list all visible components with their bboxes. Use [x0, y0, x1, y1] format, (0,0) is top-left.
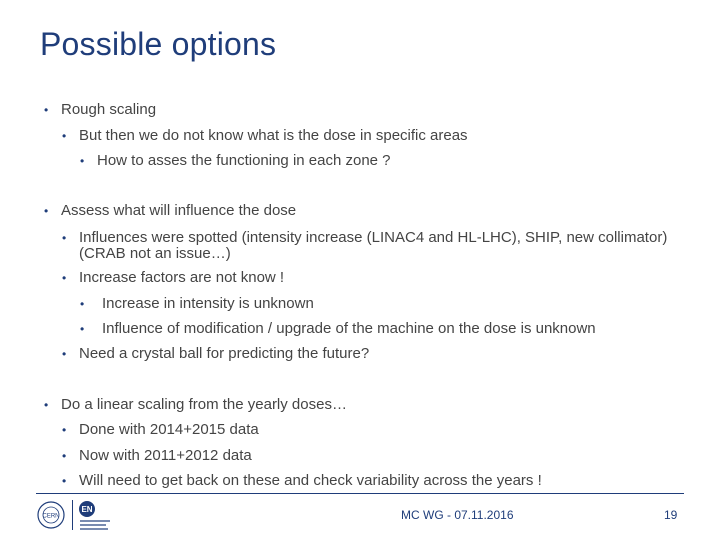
- footer-center-text: MC WG - 07.11.2016: [401, 508, 514, 522]
- bullet-level2: Now with 2011+2012 data: [79, 447, 252, 464]
- bullet-level1: Do a linear scaling from the yearly doses…: [61, 396, 347, 413]
- bullet-marker: •: [80, 322, 85, 336]
- bullet-marker: •: [62, 423, 67, 437]
- bullet-level2: But then we do not know what is the dose in specific areas: [79, 127, 468, 144]
- bullet-marker: •: [62, 474, 67, 488]
- bullet-level1: Rough scaling: [61, 101, 157, 118]
- bullet-marker: •: [62, 129, 67, 143]
- bullet-level2: Done with 2014+2015 data: [79, 421, 259, 438]
- page-number: 19: [664, 508, 678, 522]
- cern-logo-icon: [36, 500, 66, 530]
- bullet-marker: •: [44, 103, 49, 117]
- bullet-level3: Increase in intensity is unknown: [102, 295, 314, 312]
- bullet-marker: •: [80, 154, 85, 168]
- en-department-logo-icon: [78, 500, 118, 532]
- bullet-marker: •: [62, 231, 67, 245]
- bullet-level2: Increase factors are not know !: [79, 269, 285, 286]
- slide-title: Possible options: [40, 26, 277, 62]
- bullet-marker: •: [80, 297, 85, 311]
- bullet-marker: •: [62, 347, 67, 361]
- bullet-level2: Influences were spotted (intensity increase (LINAC4 and HL-LHC), SHIP, new collimator)(CRAB not an issue…): [79, 229, 668, 262]
- bullet-marker: •: [44, 398, 49, 412]
- bullet-level2: Need a crystal ball for predicting the future?: [79, 345, 370, 362]
- bullet-level1: Assess what will influence the dose: [61, 202, 297, 219]
- bullet-level2: Will need to get back on these and check variability across the years !: [79, 472, 542, 489]
- bullet-marker: •: [44, 204, 49, 218]
- svg-text:CERN: CERN: [42, 513, 60, 520]
- svg-text:EN: EN: [81, 505, 93, 514]
- bullet-level3: Influence of modification / upgrade of the machine on the dose is unknown: [102, 320, 596, 337]
- bullet-level3: How to asses the functioning in each zone ?: [97, 152, 391, 169]
- bullet-marker: •: [62, 449, 67, 463]
- footer-divider: [36, 493, 684, 494]
- bullet-marker: •: [62, 271, 67, 285]
- logo-separator: [72, 500, 73, 530]
